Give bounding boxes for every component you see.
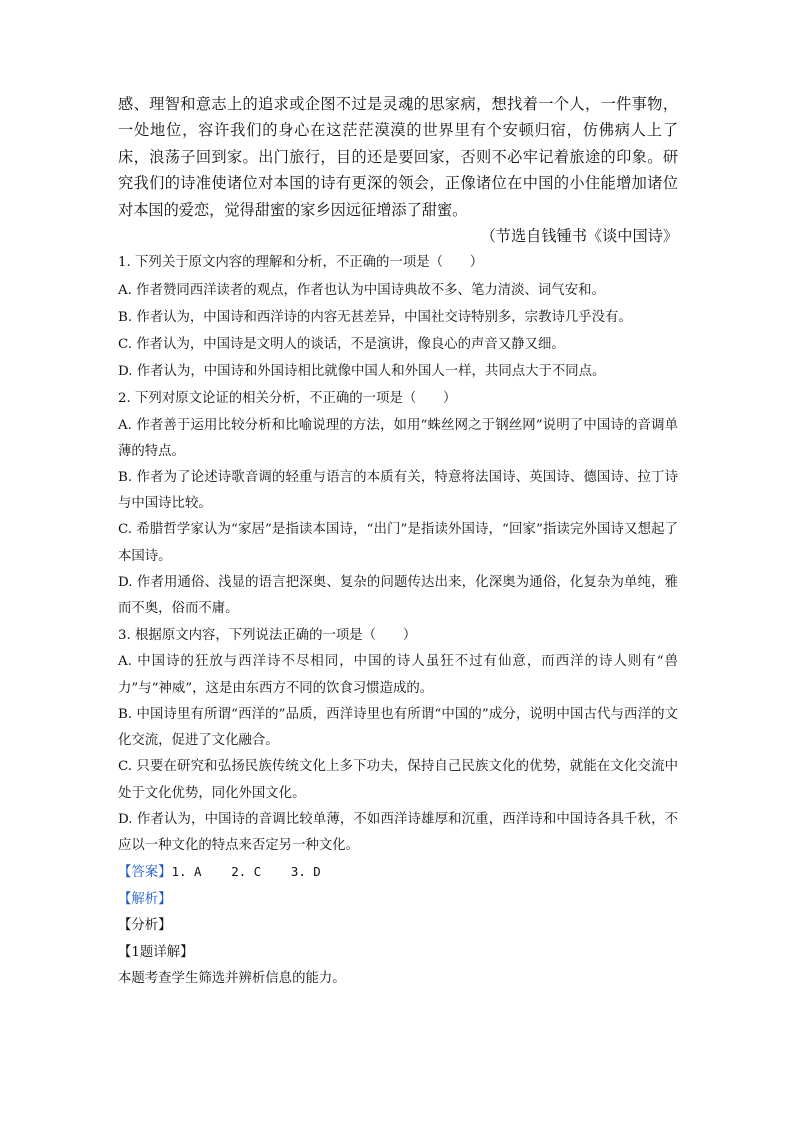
question-1-option-d: D. 作者认为，中国诗和外国诗相比就像中国人和外国人一样，共同点大于不同点。 [118, 364, 606, 380]
exam-page [118, 91, 678, 993]
passage-source: （节选自钱锺书《谈中国诗》 [480, 227, 678, 246]
question-1-option-b: B. 作者认为，中国诗和西洋诗的内容无甚差异，中国社交诗特别多，宗教诗几乎没有。 [118, 309, 632, 325]
question-1-option-a: A. 作者赞同西洋读者的观点，作者也认为中国诗典故不多、笔力清淡、词气安和。 [118, 282, 605, 298]
question-2-stem: 2. 下列对原文论证的相关分析，不正确的一项是（ ） [118, 391, 457, 407]
fenxi-heading: 【分析】 [118, 918, 172, 934]
question-3-option-c: C. 只要在研究和弘扬民族传统文化上多下功夫，保持自己民族文化的优势，就能在文化交流中处于文化优势，同化外国文化。 [118, 759, 678, 801]
question-1-option-c: C. 作者认为，中国诗是文明人的谈话，不是演讲，像良心的声音又静又细。 [118, 337, 565, 353]
answer-line [118, 859, 678, 887]
analysis-heading: 【解析】 [118, 891, 172, 907]
question-3 [118, 622, 678, 859]
question-2 [118, 385, 678, 622]
question-3-option-a: A. 中国诗的狂放与西洋诗不尽相同，中国的诗人虽狂不过有仙意，而西洋的诗人则有“兽力”与“神威”，这是由东西方不同的饮食习惯造成的。 [118, 654, 678, 696]
question-3-option-b: B. 中国诗里有所谓“西洋的”品质，西洋诗里也有所谓“中国的”成分，说明中国古代与西洋的文化交流，促进了文化融合。 [118, 706, 678, 749]
question-3-option-d: D. 作者认为，中国诗的音调比较单薄，不如西洋诗雄厚和沉重，西洋诗和中国诗各具千秋，不应以一种文化的特点来否定另一种文化。 [118, 811, 678, 853]
question-1-stem: 1. 下列关于原文内容的理解和分析，不正确的一项是（ ） [118, 255, 484, 271]
detail-heading: 【1题详解】 [118, 944, 194, 960]
question-2-option-c: C. 希腊哲学家认为“家居”是指读本国诗，“出门”是指读外国诗，“回家”指读完外国诗又想起了本国诗。 [118, 522, 678, 564]
question-3-stem: 3. 根据原文内容，下列说法正确的一项是（ ） [118, 628, 417, 644]
answer-value: 1. A 2. C 3. D [171, 864, 321, 880]
answer-label: 【答案】 [118, 865, 172, 881]
question-2-option-d: D. 作者用通俗、浅显的语言把深奥、复杂的问题传达出来，化深奥为通俗，化复杂为单纯，雅而不奥，俗而不庸。 [118, 574, 678, 617]
passage-paragraph: 感、理智和意志上的追求或企图不过是灵魂的思家病，想找着一个人，一件事物，一处地位，容许我们的身心在这茫茫漠漠的世界里有个安顿归宿，仿佛病人上了床，浪荡子回到家。出门旅行，目的还是要回家，否则不必牢记着旅途的印象。研究我们的诗准使诸位对本国的诗有更深的领会，正像诸位在中国的小住能增加诸位对本国的爱恋，觉得甜蜜的家乡因远征增添了甜蜜。 [118, 95, 678, 219]
question-1 [118, 249, 678, 385]
question-2-option-a: A. 作者善于运用比较分析和比喻说理的方法，如用“蛛丝网之于钢丝网”说明了中国诗的音调单薄的特点。 [118, 417, 678, 459]
detail-text: 本题考查学生筛选并辨析信息的能力。 [118, 971, 346, 987]
question-2-option-b: B. 作者为了论述诗歌音调的轻重与语言的本质有关，特意将法国诗、英国诗、德国诗、拉丁诗与中国诗比较。 [118, 470, 678, 512]
